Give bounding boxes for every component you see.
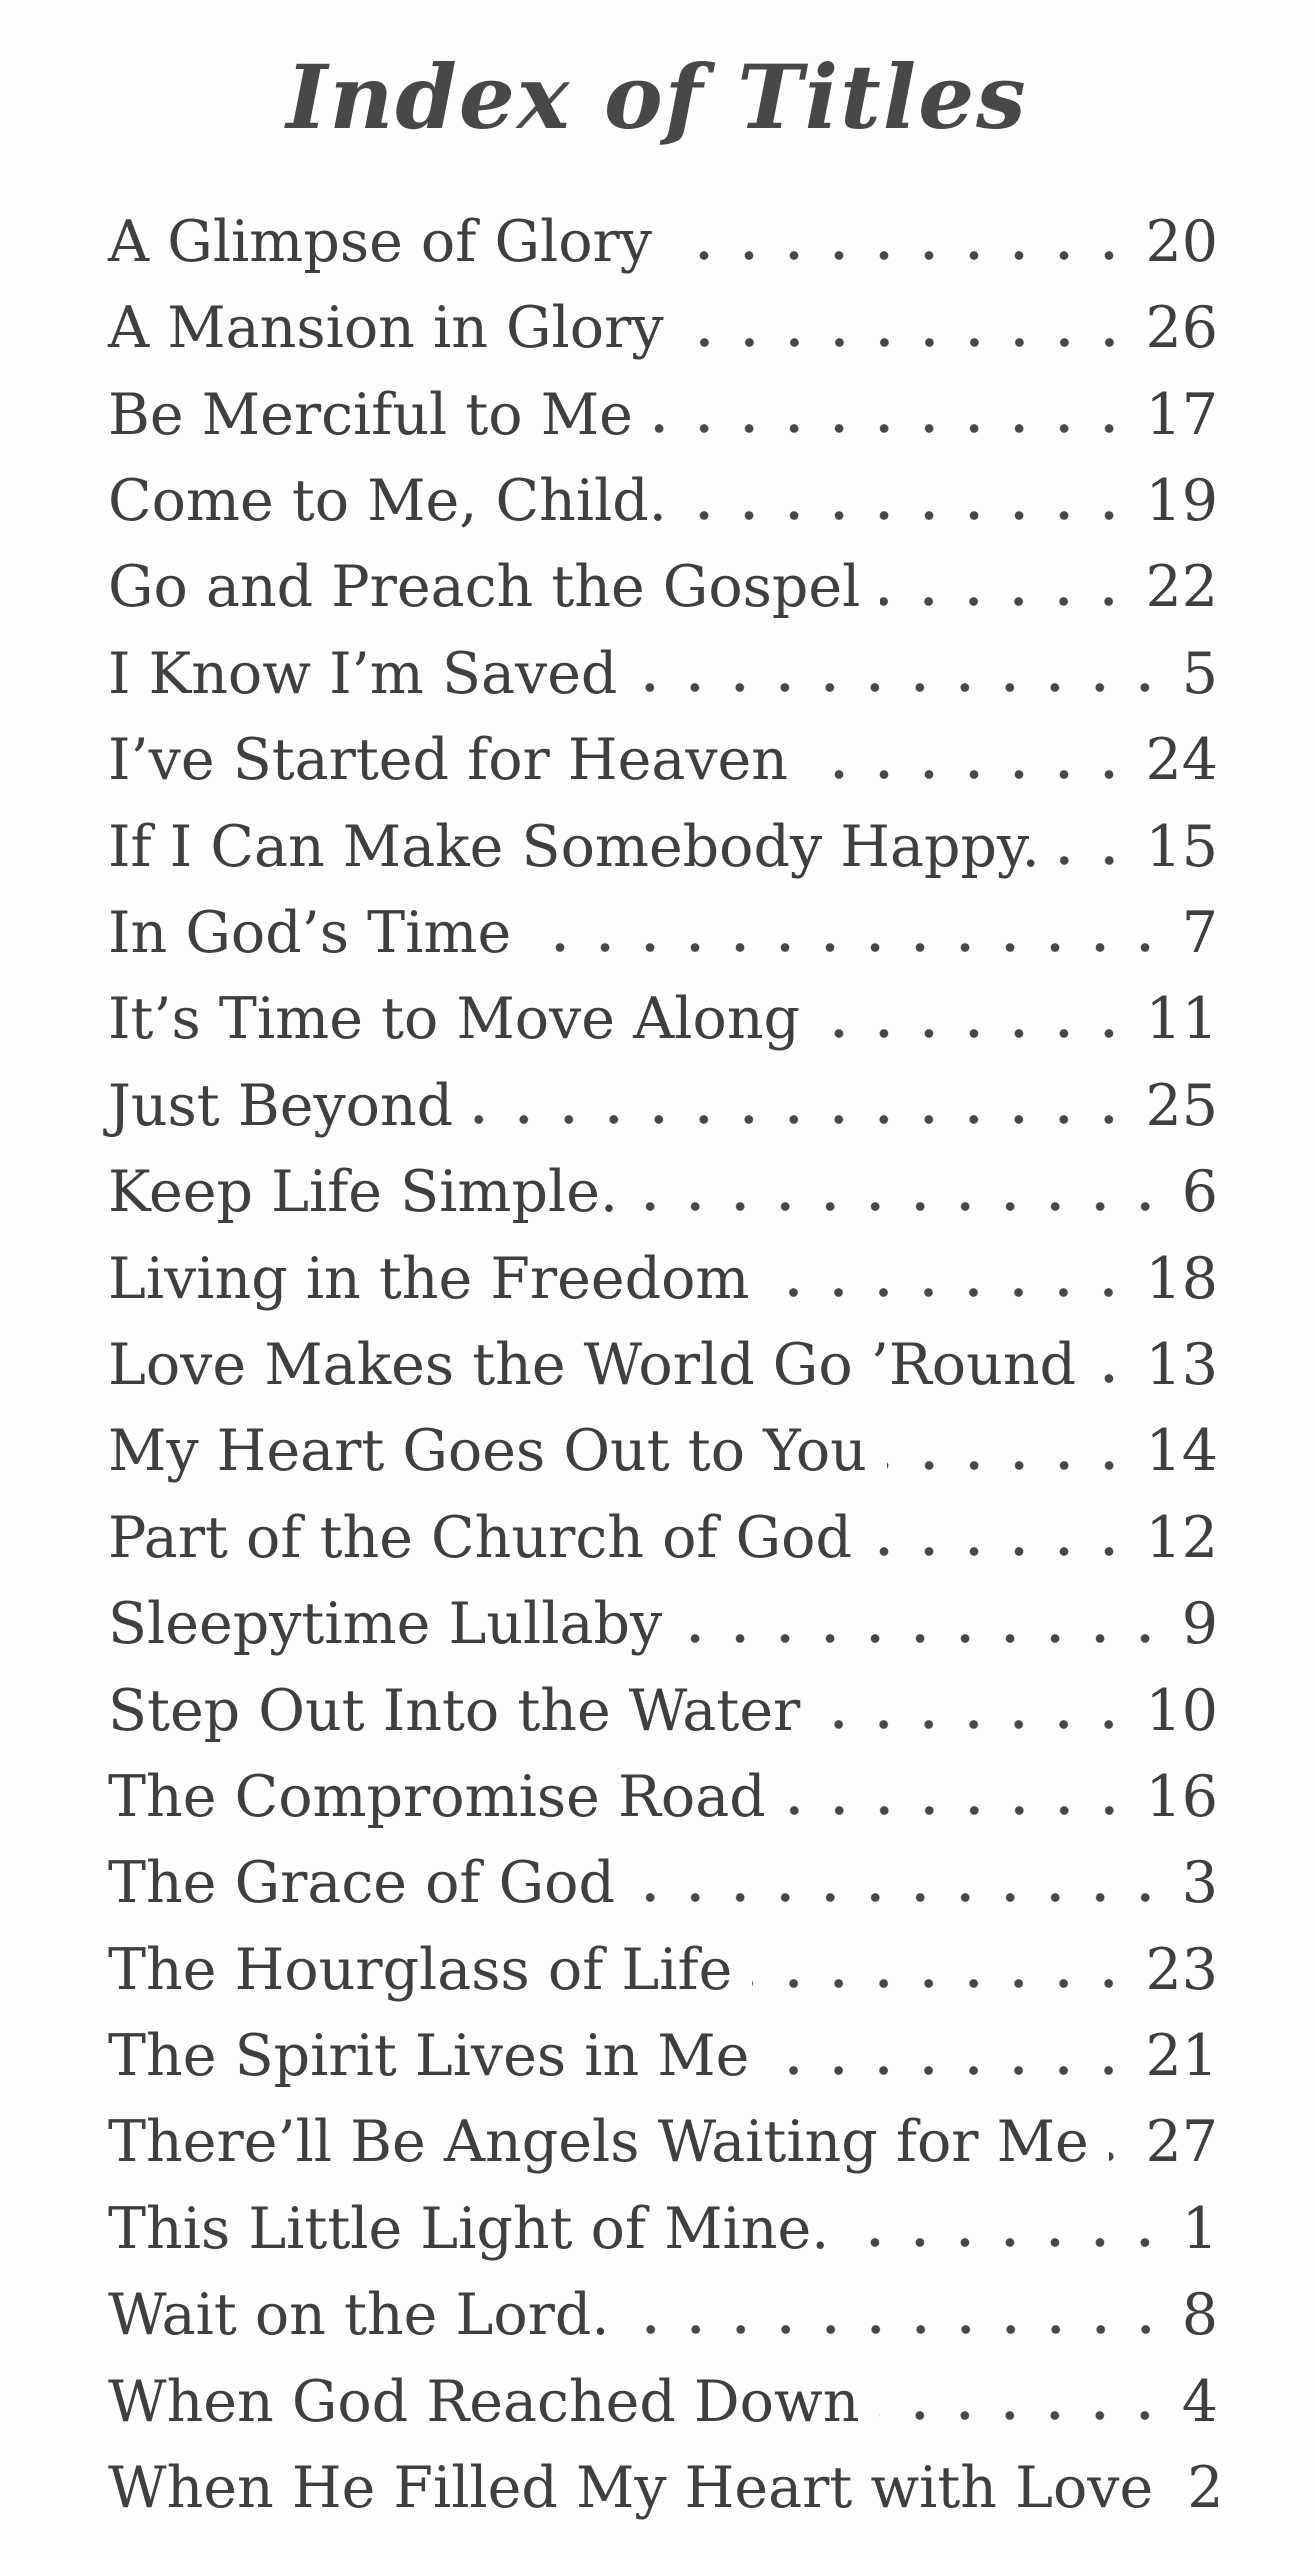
entry-title: It’s Time to Move Along [108, 986, 801, 1053]
index-entry [108, 1408, 1218, 1494]
index-entry-list [0, 199, 1314, 2532]
index-entry [108, 717, 1218, 803]
index-entry [108, 372, 1218, 458]
dot-leader [473, 1115, 1131, 1125]
entry-page-number: 20 [1145, 208, 1218, 275]
index-entry [108, 2445, 1224, 2531]
entry-page-number: 11 [1145, 986, 1218, 1053]
index-entry [108, 544, 1218, 630]
entry-page-number: 8 [1181, 2282, 1218, 2349]
index-entry [108, 1149, 1218, 1235]
entry-title: There’ll Be Angels Waiting for Me [108, 2109, 1089, 2176]
dot-leader [786, 1806, 1132, 1816]
index-entry [108, 1581, 1218, 1667]
dot-leader [1109, 2151, 1132, 2161]
dot-leader [820, 1720, 1131, 1730]
entry-page-number: 16 [1145, 1763, 1218, 1830]
entry-title: The Grace of God [108, 1850, 615, 1917]
entry-title: Living in the Freedom [108, 1245, 750, 1312]
entry-title: Be Merciful to Me [108, 381, 633, 448]
index-entry [108, 1322, 1218, 1408]
entry-page-number: 14 [1145, 1418, 1218, 1485]
dot-leader [630, 2324, 1168, 2334]
entry-title: Come to Me, Child. [108, 468, 667, 535]
entry-title: Keep Life Simple. [108, 1159, 619, 1226]
entry-title: Sleepytime Lullaby [108, 1591, 663, 1658]
entry-title: Wait on the Lord. [108, 2282, 610, 2349]
entry-page-number: 4 [1181, 2368, 1218, 2435]
dot-leader [769, 2065, 1131, 2075]
entry-page-number: 22 [1145, 554, 1218, 621]
entry-title: My Heart Goes Out to You [108, 1418, 867, 1485]
page-title: Index of Titles [286, 45, 1028, 149]
entry-page-number: 15 [1145, 813, 1218, 880]
index-entry [108, 1754, 1218, 1840]
dot-leader [808, 769, 1132, 779]
index-entry [108, 631, 1218, 717]
index-entry [108, 804, 1218, 890]
entry-page-number: 7 [1181, 900, 1218, 966]
entry-title: If I Can Make Somebody Happy. [108, 813, 1040, 880]
entry-page-number: 23 [1145, 1936, 1218, 2003]
index-entry [108, 458, 1218, 544]
index-entry [108, 2099, 1218, 2185]
entry-title: When God Reached Down [108, 2368, 860, 2435]
entry-title: Just Beyond [108, 1072, 454, 1139]
index-entry [108, 199, 1218, 285]
dot-leader [637, 683, 1167, 693]
entry-page-number: 26 [1145, 295, 1218, 362]
entry-page-number: 24 [1145, 727, 1218, 794]
dot-leader [880, 596, 1131, 606]
dot-leader [635, 1892, 1168, 1902]
entry-title: When He Filled My Heart with Love [108, 2455, 1154, 2522]
dot-leader [752, 1979, 1131, 1989]
entry-title: A Mansion in Glory [108, 295, 664, 362]
entry-page-number: 17 [1145, 381, 1218, 448]
dot-leader [672, 251, 1131, 261]
entry-page-number: 12 [1145, 1504, 1218, 1571]
entry-page-number: 10 [1145, 1677, 1218, 1744]
entry-title: In God’s Time [108, 900, 512, 966]
entry-title: Step Out Into the Water [108, 1677, 801, 1744]
entry-page-number: 3 [1181, 1850, 1218, 1917]
entry-title: A Glimpse of Glory [108, 208, 652, 275]
index-entry [108, 1927, 1218, 2013]
entry-title: Love Makes the World Go ’Round [108, 1331, 1077, 1398]
entry-page-number: 18 [1145, 1245, 1218, 1312]
entry-page-number: 6 [1181, 1159, 1218, 1226]
index-entry [108, 1668, 1218, 1754]
index-entry [108, 2013, 1218, 2099]
entry-page-number: 13 [1145, 1331, 1218, 1398]
dot-leader [820, 1028, 1131, 1038]
entry-title: I Know I’m Saved [108, 640, 618, 707]
index-entry [108, 2359, 1218, 2445]
dot-leader [684, 337, 1132, 347]
dot-leader [682, 1633, 1168, 1643]
entry-title: The Hourglass of Life [108, 1936, 733, 2003]
entry-page-number: 2 [1187, 2455, 1224, 2522]
index-entry [108, 1236, 1218, 1322]
dot-leader [872, 1547, 1132, 1557]
dot-leader [769, 1288, 1131, 1298]
dot-leader [1060, 856, 1132, 866]
dot-leader [879, 2411, 1167, 2421]
entry-title: This Little Light of Mine. [108, 2195, 830, 2262]
entry-title: I’ve Started for Heaven [108, 727, 788, 794]
entry-page-number: 5 [1181, 640, 1218, 707]
entry-page-number: 27 [1145, 2109, 1218, 2176]
entry-page-number: 21 [1145, 2023, 1218, 2090]
index-entry [108, 2186, 1218, 2272]
index-entry [108, 976, 1218, 1062]
dot-leader [1096, 1374, 1131, 1384]
index-entry [108, 890, 1218, 976]
entry-page-number: 1 [1181, 2195, 1218, 2262]
index-entry [108, 1495, 1218, 1581]
index-entry [108, 1840, 1218, 1926]
dot-leader [849, 2238, 1167, 2248]
entry-title: Part of the Church of God [108, 1504, 852, 1571]
index-entry [108, 1063, 1218, 1149]
entry-title: The Spirit Lives in Me [108, 2023, 750, 2090]
index-entry [108, 285, 1218, 371]
entry-title: The Compromise Road [108, 1763, 766, 1830]
dot-leader [653, 424, 1132, 434]
entry-page-number: 19 [1145, 468, 1218, 535]
entry-page-number: 25 [1145, 1072, 1218, 1139]
dot-leader [531, 942, 1168, 952]
dot-leader [887, 1460, 1132, 1470]
index-entry [108, 2272, 1218, 2358]
entry-title: Go and Preach the Gospel [108, 554, 861, 621]
dot-leader [687, 510, 1132, 520]
dot-leader [638, 1201, 1168, 1211]
entry-page-number: 9 [1181, 1591, 1218, 1658]
